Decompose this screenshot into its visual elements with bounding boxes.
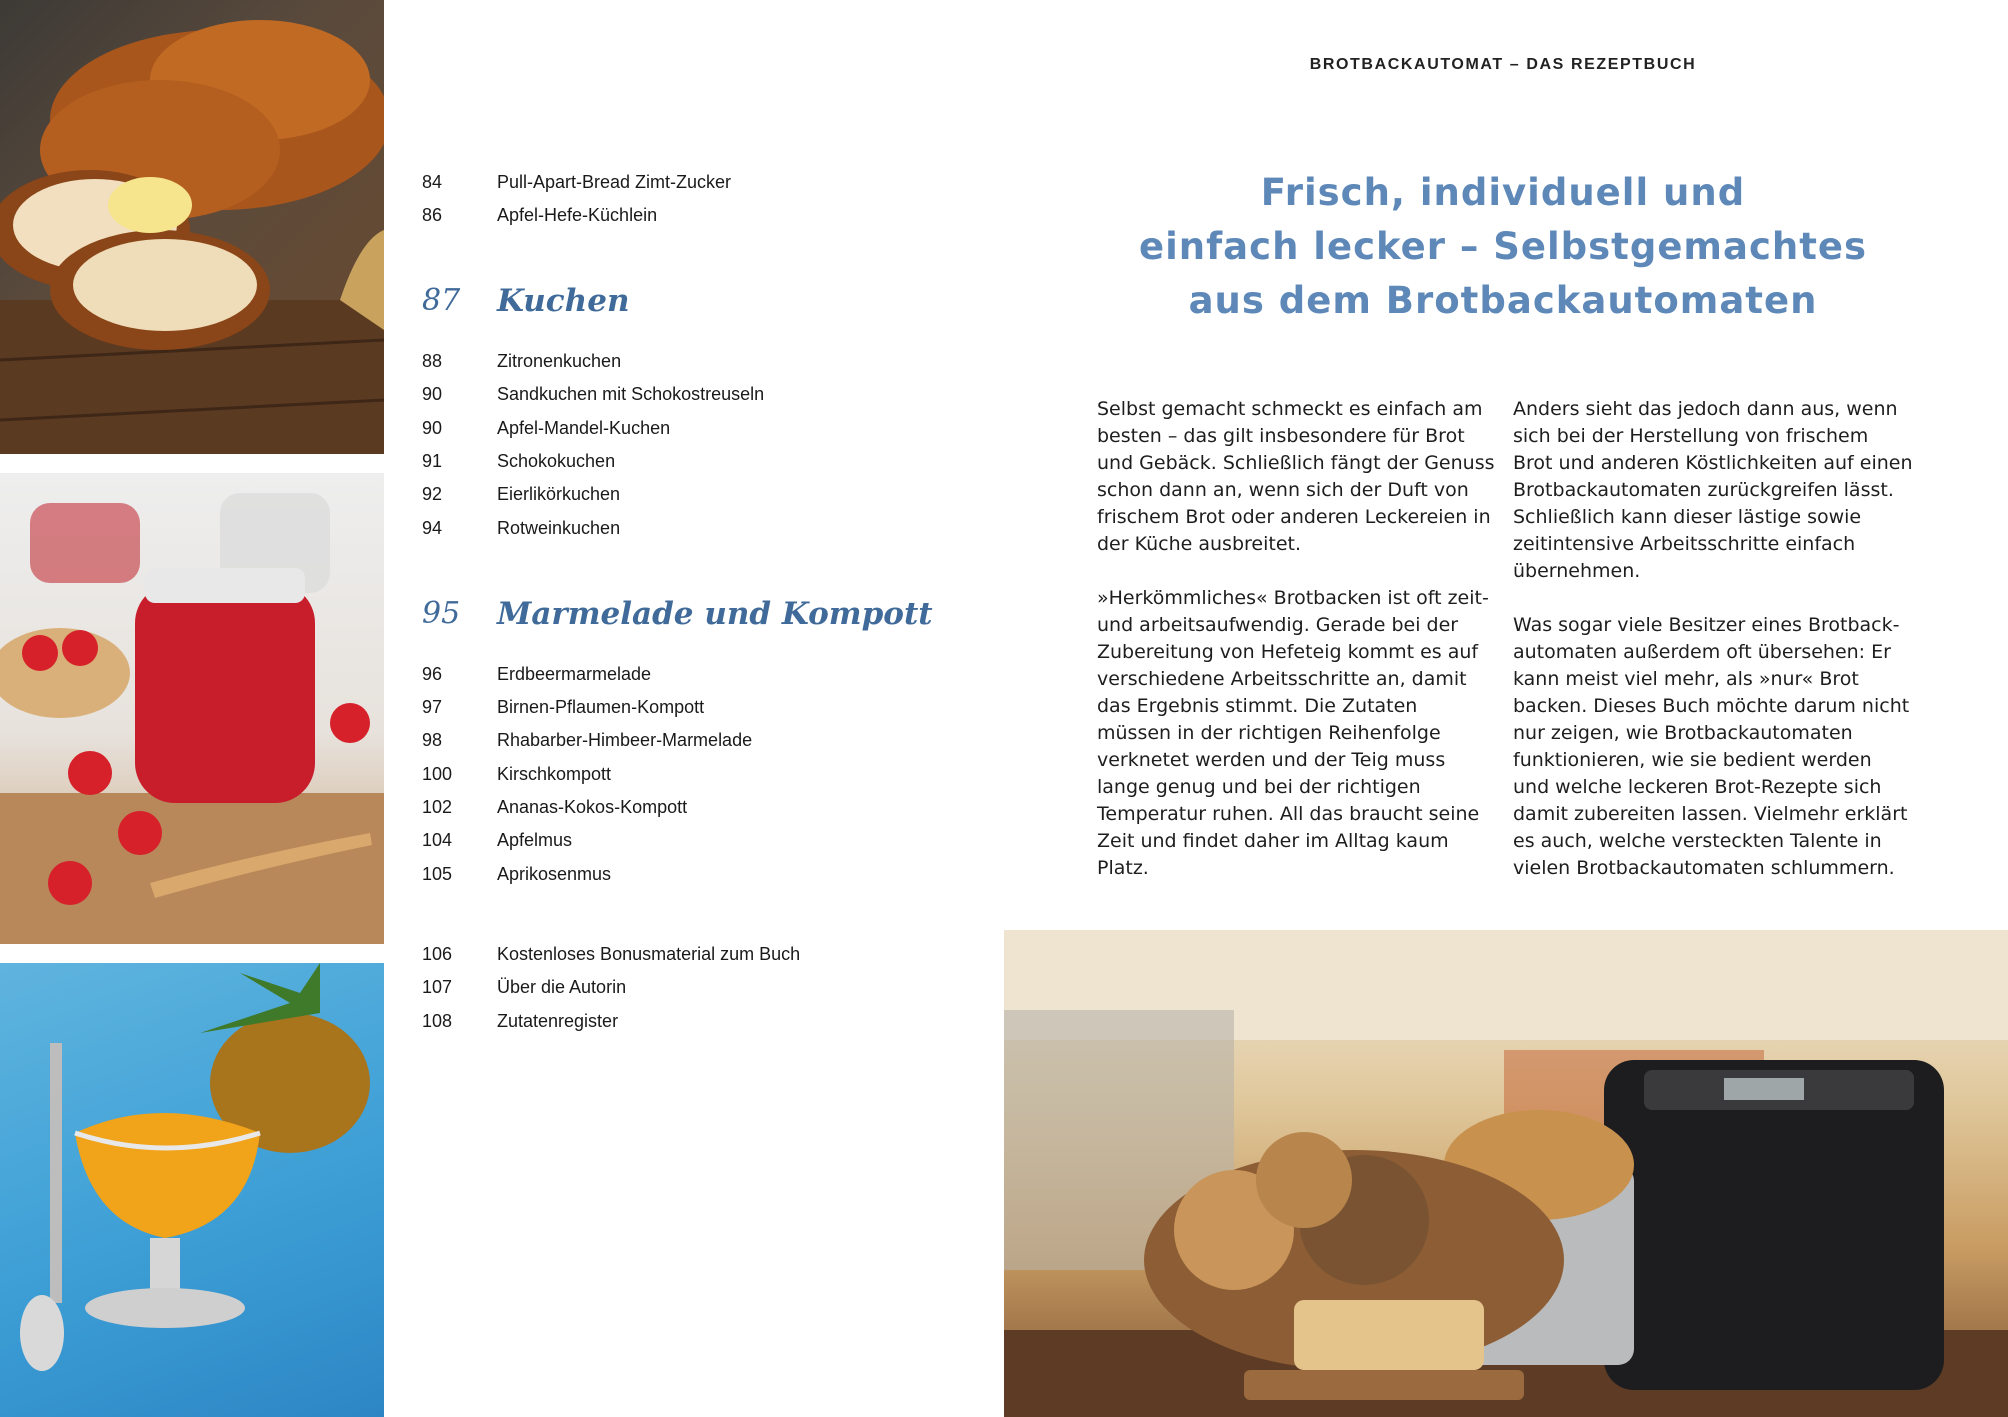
toc-page-number: 91 bbox=[422, 451, 443, 471]
toc-entry-title: Kostenloses Bonusmaterial zum Buch bbox=[497, 944, 801, 964]
toc-entry[interactable] bbox=[422, 384, 982, 418]
toc-page-number: 94 bbox=[422, 518, 443, 538]
toc-entry[interactable] bbox=[422, 764, 982, 798]
toc-entry-title: Sandkuchen mit Schokostreuseln bbox=[497, 384, 765, 404]
toc-entry-title: Ananas-Kokos-Kompott bbox=[497, 797, 688, 817]
toc-page-number: 102 bbox=[422, 797, 453, 817]
toc-entry[interactable] bbox=[422, 730, 982, 764]
toc-entry[interactable] bbox=[422, 664, 982, 698]
body-paragraph: Anders sieht das jedoch dann aus, wenn sich bei der Herstellung von frischem Brot und anderen Köstlichkeiten auf einen Brotbackautomaten zurückgreifen lässt. Schließlich kann dieser lästige sowie zeitintensive Arbeitsschritte einfach übernehmen. bbox=[1513, 398, 1913, 582]
toc-entry-title: Erdbeermarmelade bbox=[497, 664, 652, 684]
toc-entry-title: Apfel-Mandel-Kuchen bbox=[497, 418, 671, 438]
toc-section-heading[interactable] bbox=[422, 596, 982, 646]
toc-entry[interactable] bbox=[422, 797, 982, 831]
toc-entry[interactable] bbox=[422, 518, 982, 552]
toc-entry[interactable] bbox=[422, 944, 982, 978]
toc-section-page-number: 95 bbox=[422, 596, 461, 631]
toc-entry[interactable] bbox=[422, 351, 982, 385]
toc-section-title: Marmelade und Kompott bbox=[497, 596, 933, 632]
toc-entry-title: Aprikosenmus bbox=[497, 864, 612, 884]
toc-page-number: 100 bbox=[422, 764, 453, 784]
toc-page-number: 97 bbox=[422, 697, 443, 717]
toc-entry[interactable] bbox=[422, 1011, 982, 1045]
headline-line: aus dem Brotbackautomaten bbox=[1188, 279, 1818, 322]
toc-entry[interactable] bbox=[422, 418, 982, 452]
toc-entry-title: Apfel-Hefe-Küchlein bbox=[497, 205, 658, 225]
toc-entry-title: Über die Autorin bbox=[497, 977, 627, 997]
toc-entry-title: Schokokuchen bbox=[497, 451, 616, 471]
strawberry-jam-photo bbox=[0, 473, 384, 944]
toc-entry[interactable] bbox=[422, 205, 982, 239]
toc-page-number: 88 bbox=[422, 351, 443, 371]
braided-bread-photo bbox=[0, 0, 384, 454]
toc-section-title: Kuchen bbox=[497, 283, 630, 319]
toc-entry-title: Eierlikörkuchen bbox=[497, 484, 621, 504]
toc-entry-title: Zutatenregister bbox=[497, 1011, 619, 1031]
toc-page-number: 96 bbox=[422, 664, 443, 684]
toc-page-number: 84 bbox=[422, 172, 443, 192]
toc-page-number: 98 bbox=[422, 730, 443, 750]
toc-page-number: 104 bbox=[422, 830, 453, 850]
toc-page-number: 106 bbox=[422, 944, 453, 964]
bread-machine-photo bbox=[1004, 930, 2008, 1417]
toc-entry[interactable] bbox=[422, 977, 982, 1011]
toc-entry[interactable] bbox=[422, 451, 982, 485]
headline-line: einfach lecker – Selbstgemachtes bbox=[1138, 225, 1868, 268]
toc-entry[interactable] bbox=[422, 697, 982, 731]
body-paragraph: Selbst gemacht schmeckt es einfach am besten – das gilt insbesondere für Brot und Gebäck. Schließlich fängt der Genuss schon dann an, wenn sich der Duft von frischem Brot oder anderen Leckereien in der Küche ausbreitet. bbox=[1097, 398, 1495, 555]
toc-entry-title: Zitronenkuchen bbox=[497, 351, 622, 371]
toc-page-number: 90 bbox=[422, 384, 443, 404]
toc-entry-title: Apfelmus bbox=[497, 830, 573, 850]
toc-page-number: 107 bbox=[422, 977, 453, 997]
running-head: BROTBACKAUTOMAT – DAS REZEPTBUCH bbox=[1309, 56, 1697, 73]
toc-page-number: 90 bbox=[422, 418, 443, 438]
body-paragraph: Was sogar viele Besitzer eines Brotback-automaten außerdem oft übersehen: Er kann meist viel mehr, als »nur« Brot backen. Dieses Buch möchte darum nicht nur zeigen, wie Brotbackautomaten funktionieren, wie sie bedient werden und welche leckeren Brot-Rezepte sich damit zubereiten lassen. Vielmehr erklärt es auch, welche versteckten Talente in vielen Brotbackautomaten schlummern. bbox=[1513, 614, 1910, 879]
headline-line: Frisch, individuell und bbox=[1260, 171, 1746, 214]
toc-entry[interactable] bbox=[422, 172, 982, 206]
toc-entry-title: Rhabarber-Himbeer-Marmelade bbox=[497, 730, 753, 750]
toc-page-number: 108 bbox=[422, 1011, 453, 1031]
toc-entry[interactable] bbox=[422, 864, 982, 898]
toc-entry-title: Birnen-Pflaumen-Kompott bbox=[497, 697, 705, 717]
toc-entry[interactable] bbox=[422, 830, 982, 864]
toc-entry-title: Pull-Apart-Bread Zimt-Zucker bbox=[497, 172, 732, 192]
toc-page-number: 86 bbox=[422, 205, 443, 225]
toc-entry-title: Kirschkompott bbox=[497, 764, 612, 784]
toc-section-page-number: 87 bbox=[422, 283, 461, 318]
toc-page-number: 92 bbox=[422, 484, 443, 504]
body-paragraph: »Herkömmliches« Brotbacken ist oft zeit- und arbeitsaufwendig. Gerade bei der Zubereitung von Hefeteig kommt es auf verschiedene Arbeitsschritte an, damit das Ergebnis stimmt. Die Zutaten müssen in der richtigen Reihenfolge verknetet werden und der Teig muss lange genug und bei der richtigen Temperatur ruhen. All das braucht seine Zeit und findet daher im Alltag kaum Platz. bbox=[1097, 587, 1489, 879]
pineapple-compote-photo bbox=[0, 963, 384, 1417]
body-column-left bbox=[1097, 396, 1497, 909]
toc-page-number: 105 bbox=[422, 864, 453, 884]
body-column-right bbox=[1513, 396, 1913, 909]
toc-section-heading[interactable] bbox=[422, 283, 982, 333]
toc-entry-title: Rotweinkuchen bbox=[497, 518, 621, 538]
toc-entry[interactable] bbox=[422, 484, 982, 518]
chapter-headline bbox=[1080, 166, 1926, 328]
